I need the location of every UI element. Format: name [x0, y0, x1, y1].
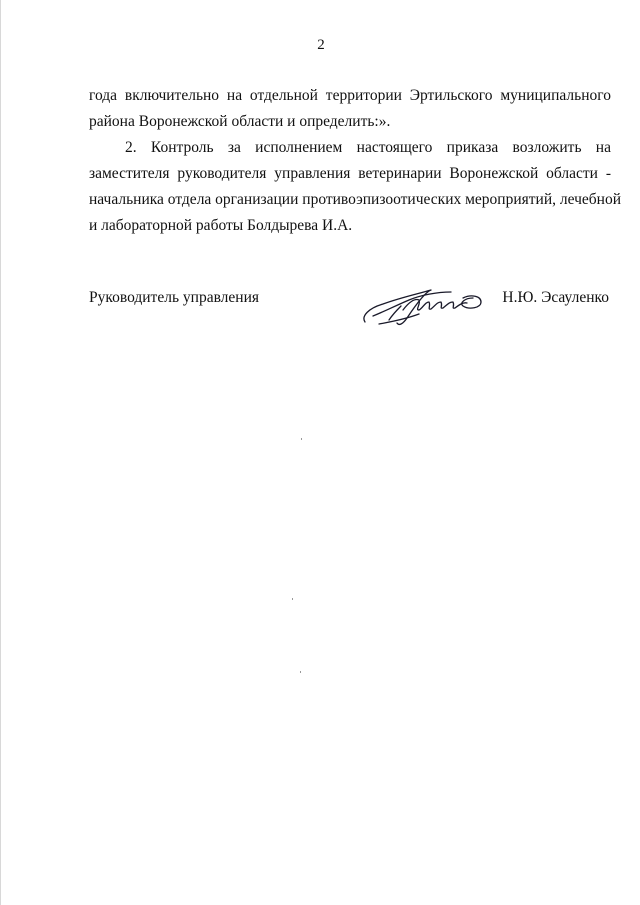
signatory-name: Н.Ю. Эсауленко	[502, 289, 609, 306]
text-line: района Воронежской области и определить:».	[89, 113, 391, 130]
paragraph-continuation	[89, 83, 611, 135]
paragraph-control	[89, 135, 622, 239]
text-line: заместителя руководителя управления ветеринарии Воронежской области -	[89, 165, 611, 182]
text-line: года включительно на отдельной территории Эртильского муниципального	[89, 87, 611, 104]
scan-speck	[300, 671, 301, 673]
text-line: 2. Контроль за исполнением настоящего приказа возложить на	[125, 139, 611, 156]
page-number: 2	[317, 37, 325, 53]
signatory-title: Руководитель управления	[89, 289, 260, 306]
text-line: начальника отдела организации противоэпизоотических мероприятий, лечебной	[89, 191, 622, 208]
scan-speck	[301, 438, 302, 440]
scan-speck	[292, 598, 293, 600]
handwritten-signature	[359, 276, 489, 328]
text-line: и лабораторной работы Болдырева И.А.	[89, 217, 353, 234]
